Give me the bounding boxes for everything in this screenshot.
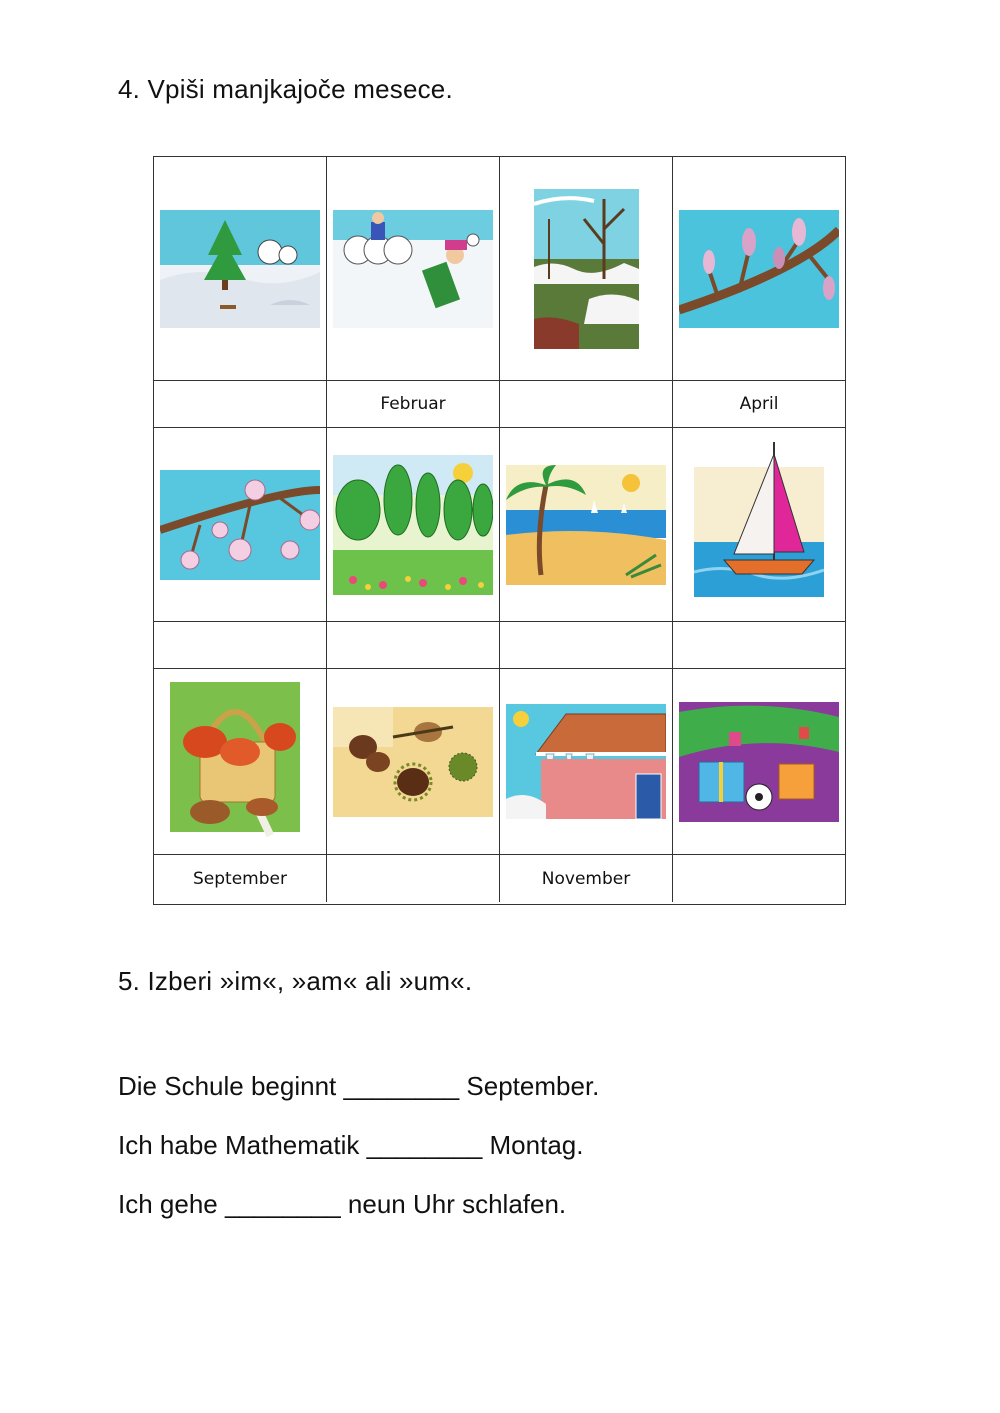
cell-june-picture [327,428,500,621]
sailboat-picture [694,442,824,607]
sentence-list [118,1066,599,1243]
october-answer-cell[interactable] [327,855,500,902]
christmas-presents-picture [679,702,839,822]
december-answer-cell[interactable] [673,855,845,902]
july-answer-cell[interactable] [500,622,673,668]
picture-row-1 [154,157,845,381]
november-label: November [500,855,673,902]
palm-beach-picture [506,465,666,585]
month-label-row-3 [154,855,845,902]
sentence-3: Ich gehe ________ neun Uhr schlafen. [118,1189,567,1219]
cell-march-picture [500,157,673,380]
cherry-blossom-picture [160,470,320,580]
march-answer-cell[interactable] [500,381,673,427]
month-label-row-2 [154,622,845,669]
cell-april-picture [673,157,845,380]
sentence-1: Die Schule beginnt ________ September. [118,1071,600,1101]
february-label: Februar [327,381,500,427]
january-answer-cell[interactable] [154,381,327,427]
april-label: April [739,394,779,414]
month-label-row-1 [154,381,845,428]
task-4-heading: 4. Vpiši manjkajoče mesece. [118,74,453,104]
cell-october-picture [327,669,500,854]
august-answer-cell[interactable] [673,622,845,668]
picture-row-3 [154,669,845,855]
answer-blank-1[interactable]: ________ [343,1071,460,1101]
winter-forest-picture [160,210,320,328]
september-label: September [154,855,327,902]
may-answer-cell[interactable] [154,622,327,668]
snowball-fight-picture [333,210,493,328]
months-table [153,156,846,905]
snowy-house-icicles-picture [506,704,666,819]
cell-february-picture [327,157,500,380]
picture-row-2 [154,428,845,622]
melting-snow-picture [534,189,639,349]
cell-november-picture [500,669,673,854]
green-trees-meadow-picture [333,455,493,595]
cell-january-picture [154,157,327,380]
cell-december-picture [673,669,845,854]
cell-may-picture [154,428,327,621]
mushroom-basket-picture [170,682,310,842]
sentence-2: Ich habe Mathematik ________ Montag. [118,1130,584,1160]
cell-july-picture [500,428,673,621]
cell-august-picture [673,428,845,621]
answer-blank-2[interactable]: ________ [366,1130,483,1160]
cell-september-picture [154,669,327,854]
magnolia-buds-picture [679,210,839,328]
june-answer-cell[interactable] [327,622,500,668]
answer-blank-3[interactable]: ________ [224,1189,341,1219]
task-5-heading: 5. Izberi »im«, »am« ali »um«. [118,966,473,996]
chestnuts-picture [333,707,493,817]
